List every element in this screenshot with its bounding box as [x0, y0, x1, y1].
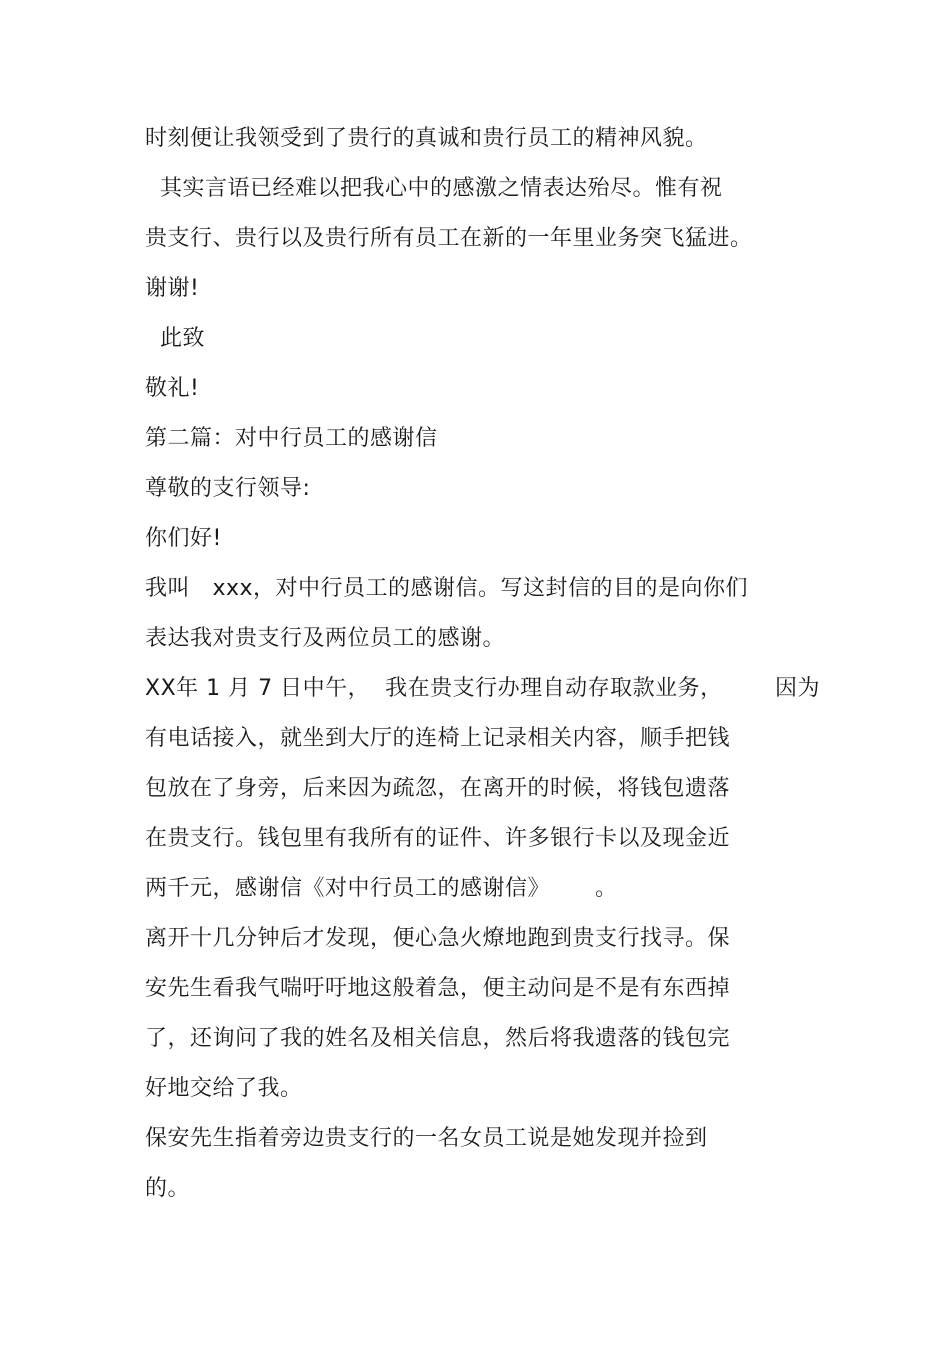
text-line-2: 其实言语已经难以把我心中的感激之情表达殆尽。惟有祝 [145, 176, 723, 201]
section-heading: 第二篇：对中行员工的感谢信 [145, 426, 438, 451]
text-line-4: 谢谢! [145, 276, 200, 301]
text-line-12: XX年 1 月 7 日中午， 我在贵支行办理自动存取款业务， 因为 [145, 676, 821, 701]
text-line-14: 包放在了身旁，后来因为疏忽，在离开的时候，将钱包遗落 [145, 776, 731, 801]
text-line-19: 了，还询问了我的姓名及相关信息，然后将我遗落的钱包完 [145, 1026, 731, 1051]
text-line-13: 有电话接入，就坐到大厅的连椅上记录相关内容，顺手把钱 [145, 726, 731, 751]
text-line-21: 保安先生指着旁边贵支行的一名女员工说是她发现并捡到 [145, 1126, 708, 1151]
text-line-6: 敬礼! [145, 376, 200, 401]
text-line-18: 安先生看我气喘吁吁地这般着急，便主动问是不是有东西掉 [145, 976, 731, 1001]
text-line-17: 离开十几分钟后才发现，便心急火燎地跑到贵支行找寻。保 [145, 926, 731, 951]
salutation: 尊敬的支行领导: [145, 476, 311, 501]
text-line-3: 贵支行、贵行以及贵行所有员工在新的一年里业务突飞猛进。 [145, 226, 753, 251]
text-line-20: 好地交给了我。 [145, 1076, 303, 1101]
text-line-1: 时刻便让我领受到了贵行的真诚和贵行员工的精神风貌。 [145, 126, 708, 151]
text-line-22: 的。 [145, 1176, 191, 1201]
text-line-16: 两千元，感谢信《对中行员工的感谢信》 。 [145, 876, 618, 901]
text-line-10: 我叫 xxx，对中行员工的感谢信。写这封信的目的是向你们 [145, 576, 749, 601]
text-line-15: 在贵支行。钱包里有我所有的证件、许多银行卡以及现金近 [145, 826, 731, 851]
text-line-5: 此致 [145, 326, 205, 351]
text-line-11: 表达我对贵支行及两位员工的感谢。 [145, 626, 506, 651]
greeting: 你们好! [145, 526, 222, 551]
